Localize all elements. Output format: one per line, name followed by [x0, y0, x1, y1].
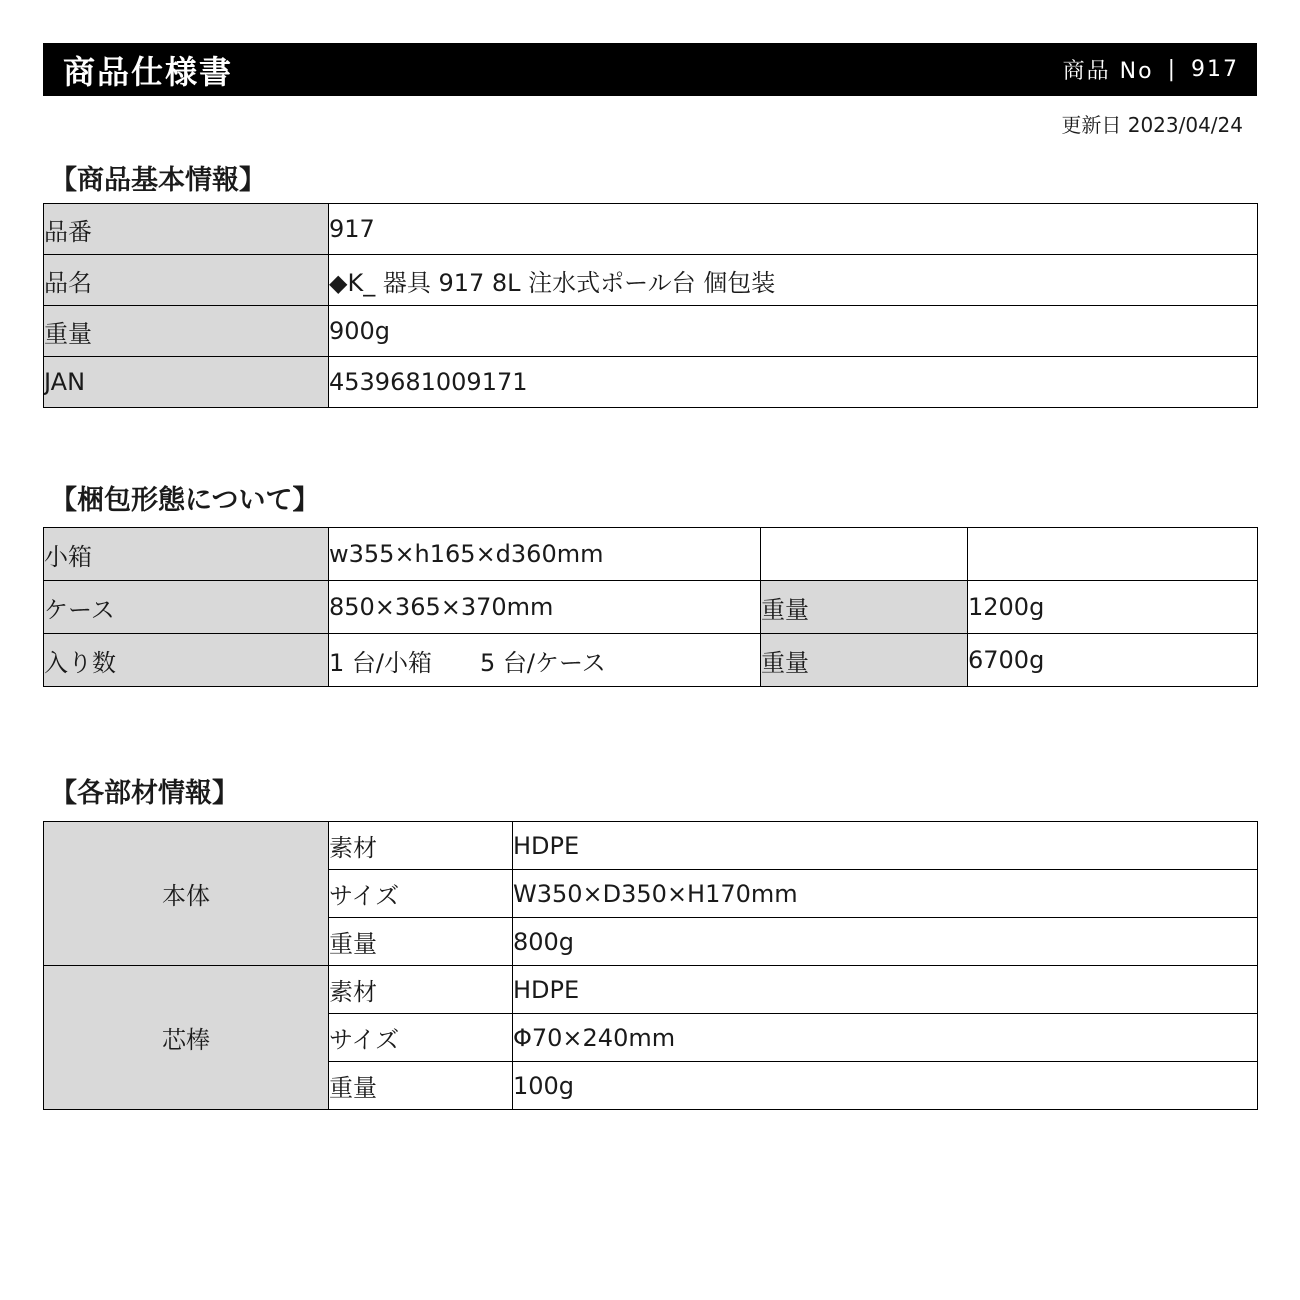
row-label: 重量	[44, 306, 329, 357]
part-attr-value: 100g	[513, 1062, 1258, 1110]
table-row	[44, 306, 1258, 357]
part-attr-label: 素材	[329, 822, 513, 870]
part-group-name: 芯棒	[44, 966, 329, 1110]
table-row	[44, 634, 1258, 687]
table-row	[44, 528, 1258, 581]
empty-cell	[761, 528, 968, 581]
small-box-label: 小箱	[44, 528, 329, 581]
small-box-size: w355×h165×d360mm	[329, 528, 761, 581]
table-row	[44, 357, 1258, 408]
quantity-values	[329, 634, 761, 687]
part-attr-value: W350×D350×H170mm	[513, 870, 1258, 918]
document-title: 商品仕様書	[63, 52, 234, 91]
case-weight-label: 重量	[761, 581, 968, 634]
product-number-label: 商品 No	[1062, 59, 1154, 84]
row-value: ◆K_ 器具 917 8L 注水式ポール台 個包装	[329, 255, 1258, 306]
part-attr-label: サイズ	[329, 870, 513, 918]
packaging-table	[43, 527, 1258, 687]
quantity-label: 入り数	[44, 634, 329, 687]
case-size: 850×365×370mm	[329, 581, 761, 634]
table-row	[44, 204, 1258, 255]
product-number-value: 917	[1191, 57, 1239, 82]
basic-info-title: 【商品基本情報】	[50, 165, 266, 196]
case-weight: 1200g	[968, 581, 1258, 634]
part-attr-value: Φ70×240mm	[513, 1014, 1258, 1062]
quantity-per-case: 5 台/ケース	[479, 648, 606, 677]
updated-date: 更新日 2023/04/24	[1061, 113, 1243, 137]
table-row	[44, 822, 1258, 870]
empty-cell	[968, 528, 1258, 581]
quantity-per-box: 1 台/小箱	[329, 648, 432, 677]
product-number-separator: |	[1167, 57, 1177, 82]
part-attr-label: 素材	[329, 966, 513, 1014]
part-group-name: 本体	[44, 822, 329, 966]
quantity-weight: 6700g	[968, 634, 1258, 687]
packaging-title: 【梱包形態について】	[50, 485, 320, 516]
case-label: ケース	[44, 581, 329, 634]
quantity-weight-label: 重量	[761, 634, 968, 687]
part-attr-value: 800g	[513, 918, 1258, 966]
parts-table	[43, 821, 1258, 1110]
row-label: 品名	[44, 255, 329, 306]
parts-title: 【各部材情報】	[50, 778, 239, 809]
row-value: 917	[329, 204, 1258, 255]
part-attr-label: 重量	[329, 918, 513, 966]
part-attr-value: HDPE	[513, 966, 1258, 1014]
row-label: JAN	[44, 357, 329, 408]
table-row	[44, 966, 1258, 1014]
row-value: 4539681009171	[329, 357, 1258, 408]
part-attr-label: 重量	[329, 1062, 513, 1110]
document-header	[43, 43, 1257, 96]
part-attr-value: HDPE	[513, 822, 1258, 870]
table-row	[44, 255, 1258, 306]
basic-info-table	[43, 203, 1258, 408]
product-number	[1063, 54, 1239, 85]
row-label: 品番	[44, 204, 329, 255]
table-row	[44, 581, 1258, 634]
row-value: 900g	[329, 306, 1258, 357]
part-attr-label: サイズ	[329, 1014, 513, 1062]
